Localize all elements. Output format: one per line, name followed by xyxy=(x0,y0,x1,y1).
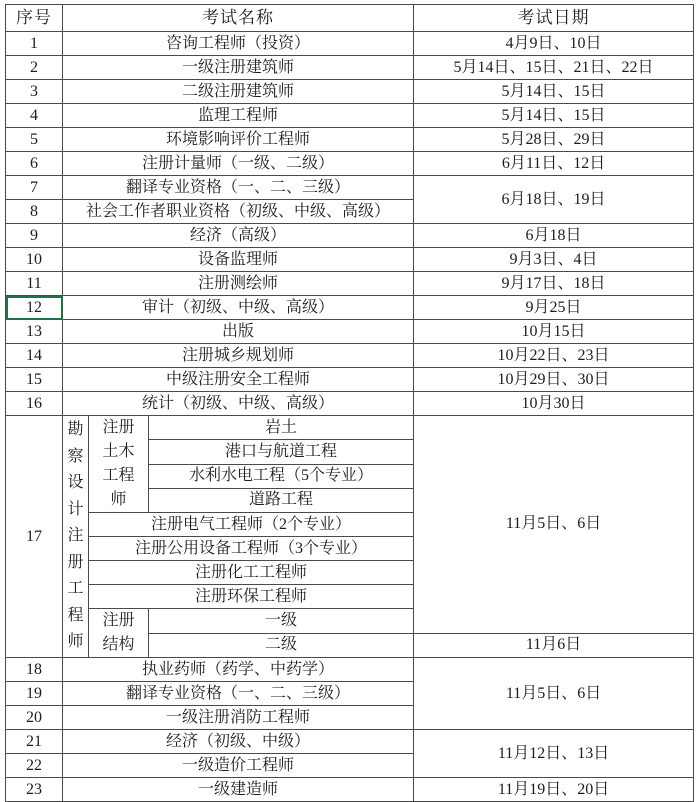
exam-row-5 xyxy=(6,128,694,152)
exam-date-cell[interactable]: 9月3日、4日 xyxy=(414,248,694,272)
exam-row-7 xyxy=(6,176,694,200)
civil-group-label[interactable]: 注册土木工程师 xyxy=(89,416,149,513)
merged-item-cell[interactable]: 注册公用设备工程师（3个专业） xyxy=(89,537,414,561)
row-number-cell[interactable]: 3 xyxy=(6,80,63,104)
row-number-cell[interactable]: 5 xyxy=(6,128,63,152)
row-number-cell[interactable]: 14 xyxy=(6,344,63,368)
exam-row-12 xyxy=(6,296,694,320)
header-row xyxy=(6,5,694,32)
exam-name-cell[interactable]: 统计（初级、中级、高级） xyxy=(63,392,414,416)
structural-item-cell[interactable]: 一级 xyxy=(149,609,414,634)
exam-name-cell[interactable]: 社会工作者职业资格（初级、中级、高级） xyxy=(63,200,414,224)
exam-row-13 xyxy=(6,320,694,344)
exam-date-cell[interactable]: 6月11日、12日 xyxy=(414,152,694,176)
row-number-cell[interactable]: 7 xyxy=(6,176,63,200)
exam-row-9 xyxy=(6,224,694,248)
exam-row-6 xyxy=(6,152,694,176)
header-col-date: 考试日期 xyxy=(414,5,694,32)
exam-name-cell[interactable]: 经济（高级） xyxy=(63,224,414,248)
row-number-cell[interactable]: 13 xyxy=(6,320,63,344)
exam-row-14 xyxy=(6,344,694,368)
exam-date-cell-merged[interactable]: 6月18日、19日 xyxy=(414,176,694,224)
exam-name-cell[interactable]: 咨询工程师（投资） xyxy=(63,32,414,56)
exam-row-10 xyxy=(6,248,694,272)
exam-row-11 xyxy=(6,272,694,296)
exam-row-2 xyxy=(6,56,694,80)
exam-name-cell[interactable]: 一级注册建筑师 xyxy=(63,56,414,80)
exam-name-cell[interactable]: 二级注册建筑师 xyxy=(63,80,414,104)
exam-date-cell[interactable]: 10月30日 xyxy=(414,392,694,416)
exam-name-cell[interactable]: 翻译专业资格（一、二、三级） xyxy=(63,682,414,706)
exam-date-cell[interactable]: 5月14日、15日、21日、22日 xyxy=(414,56,694,80)
exam-row-4 xyxy=(6,104,694,128)
exam-row-1 xyxy=(6,32,694,56)
exam-date-cell-merged[interactable]: 11月12日、13日 xyxy=(414,730,694,778)
exam-row-17-sub-1 xyxy=(6,416,694,440)
exam-row-3 xyxy=(6,80,694,104)
merged-item-cell[interactable]: 注册环保工程师 xyxy=(89,585,414,609)
row-number-cell[interactable]: 6 xyxy=(6,152,63,176)
structural-group-label[interactable]: 注册结构 xyxy=(89,609,149,658)
exam-name-cell[interactable]: 执业药师（药学、中药学） xyxy=(63,658,414,682)
row-number-cell[interactable]: 23 xyxy=(6,778,63,802)
exam-date-cell[interactable]: 10月29日、30日 xyxy=(414,368,694,392)
exam-date-cell[interactable]: 5月14日、15日 xyxy=(414,104,694,128)
exam-schedule-table xyxy=(5,4,694,802)
exam-name-cell[interactable]: 注册测绘师 xyxy=(63,272,414,296)
exam-row-23 xyxy=(6,778,694,802)
row-number-cell[interactable]: 2 xyxy=(6,56,63,80)
row-number-cell[interactable]: 8 xyxy=(6,200,63,224)
exam-row-21 xyxy=(6,730,694,754)
header-col-no: 序号 xyxy=(6,5,63,32)
civil-item-cell[interactable]: 水利水电工程（5个专业） xyxy=(149,464,414,488)
exam-date-cell-merged[interactable]: 11月5日、6日 xyxy=(414,416,694,634)
row-number-cell[interactable]: 21 xyxy=(6,730,63,754)
exam-name-cell[interactable]: 设备监理师 xyxy=(63,248,414,272)
row-number-cell[interactable]: 15 xyxy=(6,368,63,392)
exam-date-cell[interactable]: 11月19日、20日 xyxy=(414,778,694,802)
exam-date-cell[interactable]: 11月6日 xyxy=(414,633,694,658)
row-number-cell[interactable]: 4 xyxy=(6,104,63,128)
row-number-cell[interactable]: 1 xyxy=(6,32,63,56)
merged-item-cell[interactable]: 注册化工工程师 xyxy=(89,561,414,585)
exam-date-cell[interactable]: 10月15日 xyxy=(414,320,694,344)
row-number-cell[interactable]: 17 xyxy=(6,416,63,658)
exam-row-18 xyxy=(6,658,694,682)
exam-name-cell[interactable]: 一级造价工程师 xyxy=(63,754,414,778)
exam-date-cell[interactable]: 5月28日、29日 xyxy=(414,128,694,152)
exam-name-cell[interactable]: 审计（初级、中级、高级） xyxy=(63,296,414,320)
exam-name-cell[interactable]: 注册计量师（一级、二级） xyxy=(63,152,414,176)
exam-date-cell-merged[interactable]: 11月5日、6日 xyxy=(414,658,694,730)
row-number-cell[interactable]: 10 xyxy=(6,248,63,272)
exam-name-cell[interactable]: 监理工程师 xyxy=(63,104,414,128)
exam-name-cell[interactable]: 翻译专业资格（一、二、三级） xyxy=(63,176,414,200)
exam-date-cell[interactable]: 10月22日、23日 xyxy=(414,344,694,368)
merged-item-cell[interactable]: 注册电气工程师（2个专业） xyxy=(89,513,414,537)
row-number-cell[interactable]: 18 xyxy=(6,658,63,682)
exam-name-cell[interactable]: 经济（初级、中级） xyxy=(63,730,414,754)
civil-item-cell[interactable]: 岩土 xyxy=(149,416,414,440)
row-number-cell[interactable]: 16 xyxy=(6,392,63,416)
exam-date-cell[interactable]: 9月25日 xyxy=(414,296,694,320)
exam-date-cell[interactable]: 4月9日、10日 xyxy=(414,32,694,56)
row-number-cell[interactable]: 11 xyxy=(6,272,63,296)
exam-row-16 xyxy=(6,392,694,416)
structural-item-cell[interactable]: 二级 xyxy=(149,633,414,658)
row-number-cell[interactable]: 20 xyxy=(6,706,63,730)
group-label-vertical[interactable]: 勘察设计注册工程师 xyxy=(63,416,89,658)
exam-date-cell[interactable]: 6月18日 xyxy=(414,224,694,248)
selected-cell-row-number[interactable]: 12 xyxy=(6,296,63,320)
civil-item-cell[interactable]: 港口与航道工程 xyxy=(149,440,414,464)
row-number-cell[interactable]: 19 xyxy=(6,682,63,706)
exam-name-cell[interactable]: 出版 xyxy=(63,320,414,344)
exam-name-cell[interactable]: 一级建造师 xyxy=(63,778,414,802)
header-col-name: 考试名称 xyxy=(63,5,414,32)
exam-name-cell[interactable]: 一级注册消防工程师 xyxy=(63,706,414,730)
exam-date-cell[interactable]: 5月14日、15日 xyxy=(414,80,694,104)
exam-row-15 xyxy=(6,368,694,392)
exam-name-cell[interactable]: 环境影响评价工程师 xyxy=(63,128,414,152)
exam-name-cell[interactable]: 中级注册安全工程师 xyxy=(63,368,414,392)
exam-name-cell[interactable]: 注册城乡规划师 xyxy=(63,344,414,368)
exam-date-cell[interactable]: 9月17日、18日 xyxy=(414,272,694,296)
row-number-cell[interactable]: 9 xyxy=(6,224,63,248)
civil-item-cell[interactable]: 道路工程 xyxy=(149,488,414,512)
row-number-cell[interactable]: 22 xyxy=(6,754,63,778)
